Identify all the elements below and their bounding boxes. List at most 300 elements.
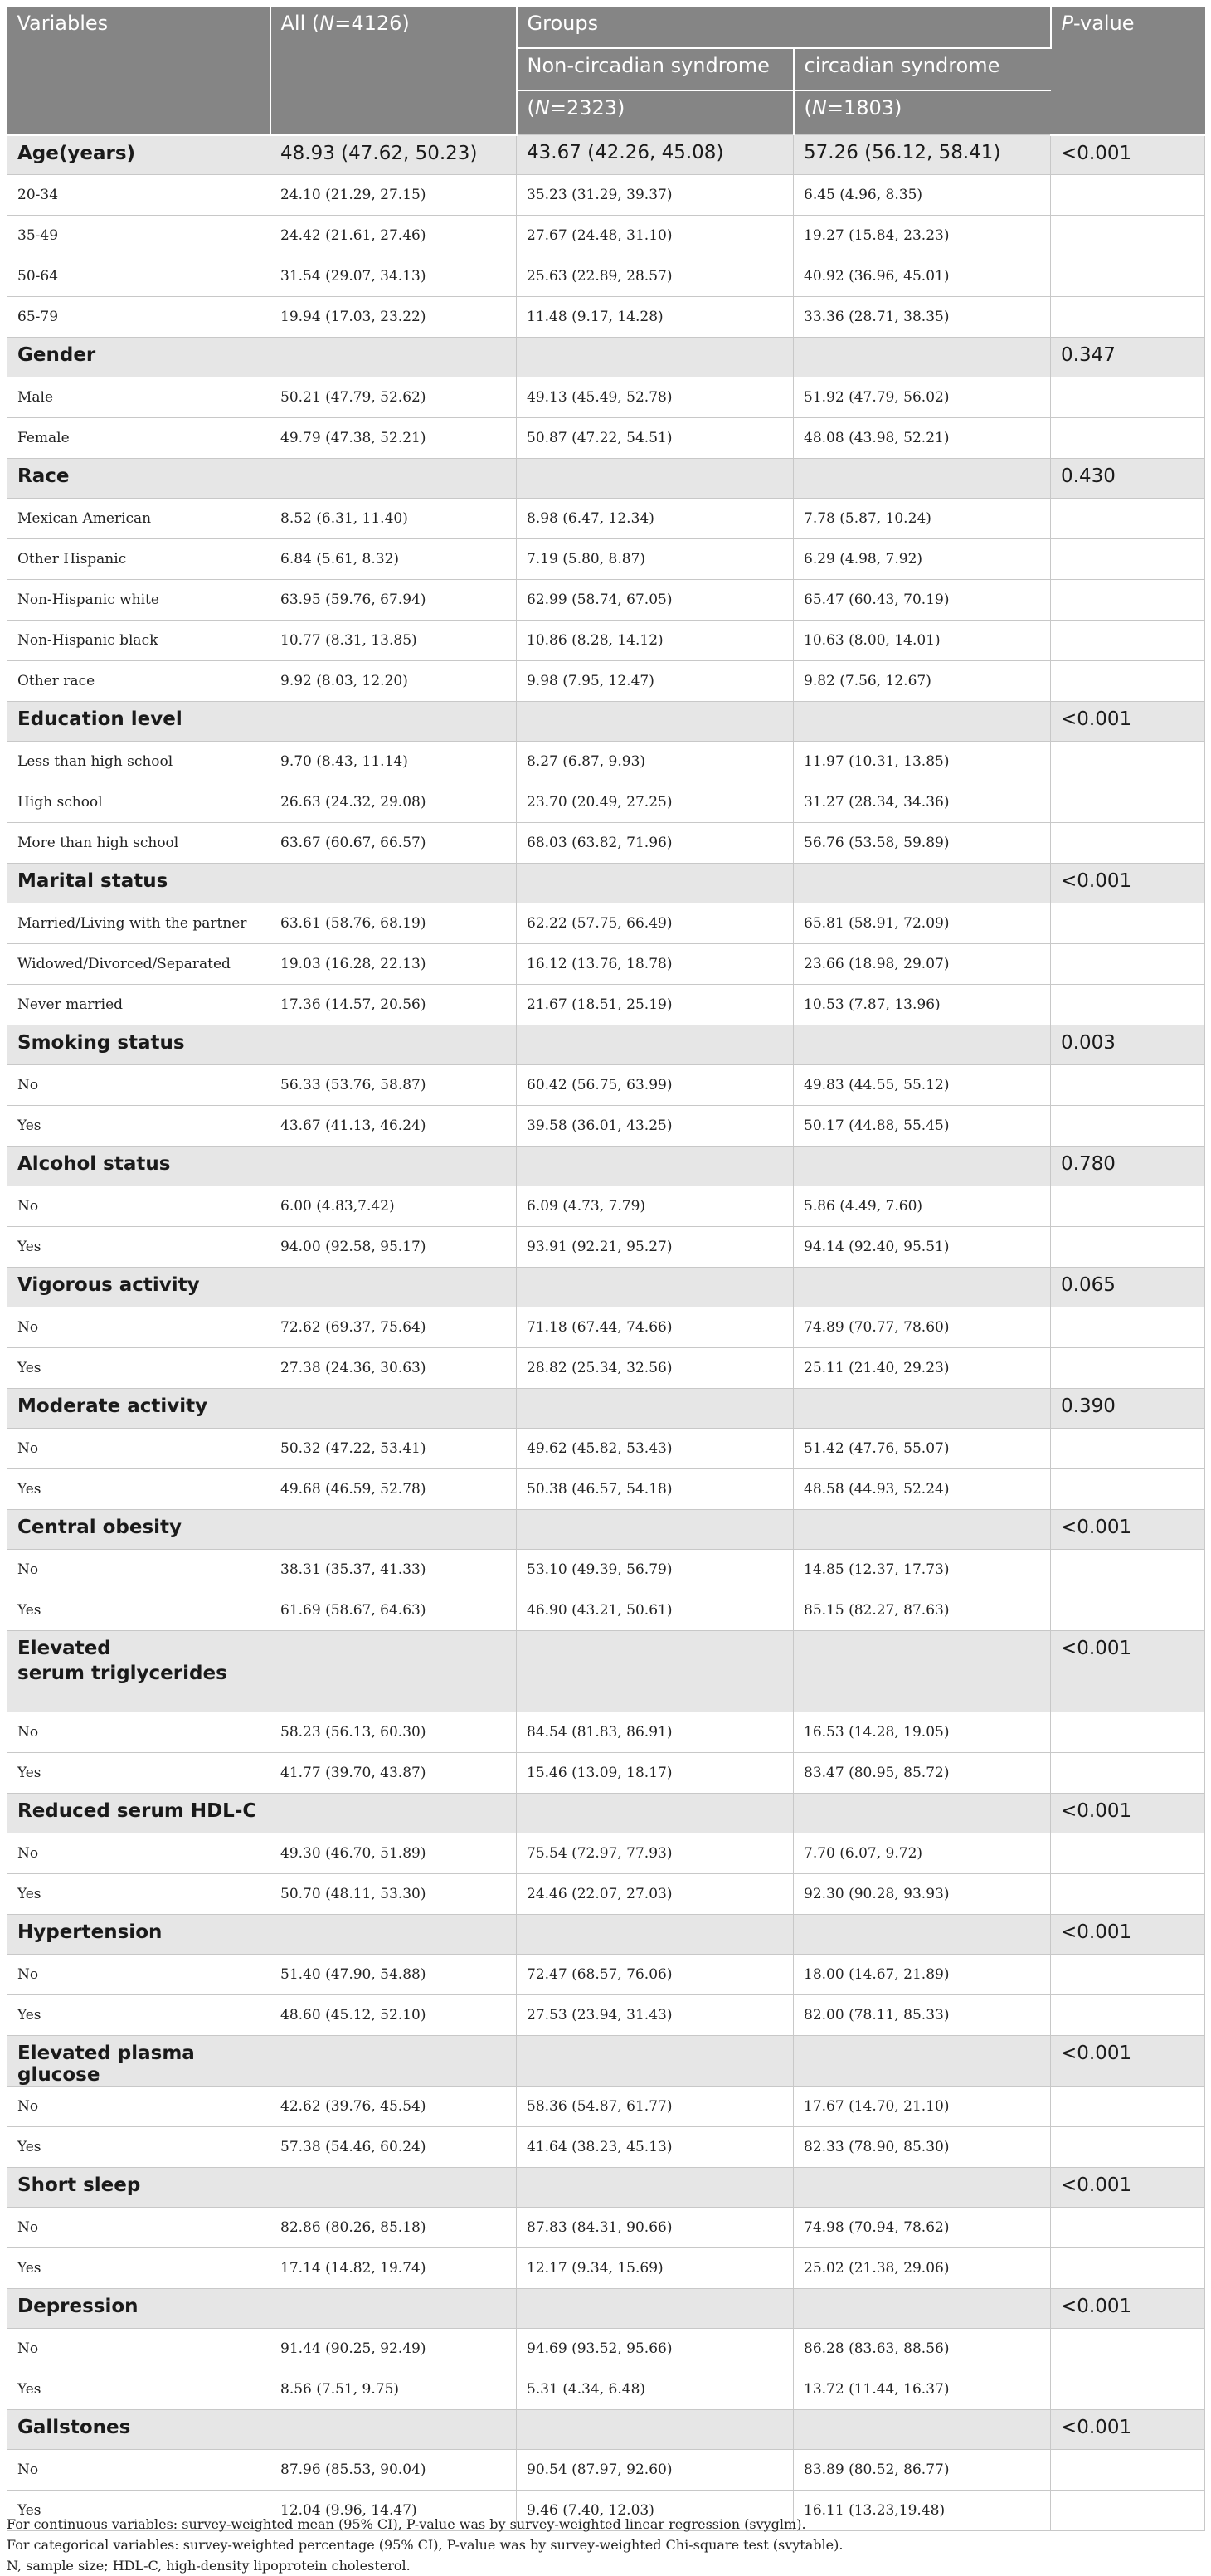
section-non-circadian — [517, 702, 794, 742]
section-name: Depression — [7, 2289, 270, 2329]
row-label: High school — [7, 782, 270, 823]
row-pvalue-empty — [1051, 580, 1205, 621]
table-row — [7, 2369, 1205, 2410]
table-row — [7, 256, 1205, 297]
section-name: Hypertension — [7, 1915, 270, 1955]
row-all: 49.30 (46.70, 51.89) — [270, 1833, 517, 1874]
row-pvalue-empty — [1051, 1429, 1205, 1469]
row-circadian: 85.15 (82.27, 87.63) — [794, 1590, 1051, 1631]
section-row — [7, 702, 1205, 742]
row-label: Yes — [7, 1106, 270, 1147]
row-all: 17.36 (14.57, 20.56) — [270, 985, 517, 1025]
row-non-circadian: 24.46 (22.07, 27.03) — [517, 1874, 794, 1915]
row-circadian: 51.92 (47.79, 56.02) — [794, 377, 1051, 418]
row-circadian: 49.83 (44.55, 55.12) — [794, 1065, 1051, 1106]
row-pvalue-empty — [1051, 2127, 1205, 2168]
row-all: 58.23 (56.13, 60.30) — [270, 1712, 517, 1753]
section-all — [270, 1510, 517, 1550]
section-row — [7, 1631, 1205, 1712]
row-label: No — [7, 2450, 270, 2491]
row-circadian: 6.45 (4.96, 8.35) — [794, 175, 1051, 216]
section-circadian — [794, 702, 1051, 742]
table-row — [7, 1106, 1205, 1147]
row-label: Yes — [7, 1590, 270, 1631]
row-all: 50.70 (48.11, 53.30) — [270, 1874, 517, 1915]
row-label: Yes — [7, 1227, 270, 1268]
row-pvalue-empty — [1051, 944, 1205, 985]
table-row — [7, 2127, 1205, 2168]
row-circadian: 65.47 (60.43, 70.19) — [794, 580, 1051, 621]
table-row — [7, 944, 1205, 985]
table-row — [7, 377, 1205, 418]
row-all: 87.96 (85.53, 90.04) — [270, 2450, 517, 2491]
row-label: 50-64 — [7, 256, 270, 297]
row-circadian: 16.53 (14.28, 19.05) — [794, 1712, 1051, 1753]
row-all: 63.61 (58.76, 68.19) — [270, 903, 517, 944]
row-circadian: 48.08 (43.98, 52.21) — [794, 418, 1051, 459]
table-row — [7, 1307, 1205, 1348]
section-all — [270, 1147, 517, 1186]
section-pvalue: <0.001 — [1051, 2168, 1205, 2208]
section-row — [7, 459, 1205, 499]
row-pvalue-empty — [1051, 661, 1205, 702]
section-name: Reduced serum HDL-C — [7, 1794, 270, 1833]
footnote-abbreviations: N, sample size; HDL-C, high-density lipoprotein cholesterol. — [7, 2558, 411, 2574]
section-non-circadian — [517, 1389, 794, 1429]
section-row — [7, 1389, 1205, 1429]
section-circadian — [794, 2036, 1051, 2087]
row-non-circadian: 21.67 (18.51, 25.19) — [517, 985, 794, 1025]
row-pvalue-empty — [1051, 1833, 1205, 1874]
row-all: 72.62 (69.37, 75.64) — [270, 1307, 517, 1348]
table-row — [7, 1469, 1205, 1510]
row-label: No — [7, 1712, 270, 1753]
row-label: Yes — [7, 1348, 270, 1389]
row-pvalue-empty — [1051, 1550, 1205, 1590]
row-all: 8.52 (6.31, 11.40) — [270, 499, 517, 539]
row-non-circadian: 16.12 (13.76, 18.78) — [517, 944, 794, 985]
row-all: 63.67 (60.67, 66.57) — [270, 823, 517, 864]
section-all: 48.93 (47.62, 50.23) — [270, 135, 517, 175]
row-all: 50.32 (47.22, 53.41) — [270, 1429, 517, 1469]
row-label: Yes — [7, 2248, 270, 2289]
row-label: No — [7, 1833, 270, 1874]
section-non-circadian — [517, 338, 794, 377]
section-pvalue: <0.001 — [1051, 1915, 1205, 1955]
section-all — [270, 459, 517, 499]
table-row — [7, 1955, 1205, 1995]
row-all: 12.04 (9.96, 14.47) — [270, 2491, 517, 2531]
row-label: Yes — [7, 2369, 270, 2410]
row-circadian: 33.36 (28.71, 38.35) — [794, 297, 1051, 338]
row-non-circadian: 9.46 (7.40, 12.03) — [517, 2491, 794, 2531]
section-non-circadian — [517, 2410, 794, 2450]
row-pvalue-empty — [1051, 985, 1205, 1025]
row-all: 17.14 (14.82, 19.74) — [270, 2248, 517, 2289]
row-pvalue-empty — [1051, 1753, 1205, 1794]
row-all: 19.03 (16.28, 22.13) — [270, 944, 517, 985]
row-non-circadian: 84.54 (81.83, 86.91) — [517, 1712, 794, 1753]
row-pvalue-empty — [1051, 1186, 1205, 1227]
row-non-circadian: 10.86 (8.28, 14.12) — [517, 621, 794, 661]
section-all — [270, 1631, 517, 1712]
section-non-circadian: 43.67 (42.26, 45.08) — [517, 135, 794, 175]
table-row — [7, 742, 1205, 782]
section-row — [7, 864, 1205, 903]
table-row — [7, 2087, 1205, 2127]
section-circadian — [794, 1915, 1051, 1955]
row-label: Yes — [7, 1753, 270, 1794]
row-pvalue-empty — [1051, 742, 1205, 782]
row-label: 35-49 — [7, 216, 270, 256]
row-pvalue-empty — [1051, 1227, 1205, 1268]
row-non-circadian: 15.46 (13.09, 18.17) — [517, 1753, 794, 1794]
section-circadian — [794, 459, 1051, 499]
section-non-circadian — [517, 1794, 794, 1833]
section-non-circadian — [517, 1025, 794, 1065]
section-name: Alcohol status — [7, 1147, 270, 1186]
row-non-circadian: 60.42 (56.75, 63.99) — [517, 1065, 794, 1106]
header-variables: Variables — [7, 7, 270, 135]
row-circadian: 25.02 (21.38, 29.06) — [794, 2248, 1051, 2289]
row-label: Non-Hispanic black — [7, 621, 270, 661]
row-label: Mexican American — [7, 499, 270, 539]
section-pvalue: <0.001 — [1051, 1631, 1205, 1712]
section-circadian — [794, 1389, 1051, 1429]
row-pvalue-empty — [1051, 1995, 1205, 2036]
table-row — [7, 1550, 1205, 1590]
row-pvalue-empty — [1051, 903, 1205, 944]
row-non-circadian: 72.47 (68.57, 76.06) — [517, 1955, 794, 1995]
section-name: Education level — [7, 702, 270, 742]
section-pvalue: <0.001 — [1051, 2036, 1205, 2087]
row-all: 38.31 (35.37, 41.33) — [270, 1550, 517, 1590]
row-label: Yes — [7, 1995, 270, 2036]
section-name: Age(years) — [7, 135, 270, 175]
row-label: No — [7, 2329, 270, 2369]
section-pvalue: <0.001 — [1051, 2289, 1205, 2329]
table-row — [7, 985, 1205, 1025]
row-pvalue-empty — [1051, 1590, 1205, 1631]
row-label: 20-34 — [7, 175, 270, 216]
section-all — [270, 2410, 517, 2450]
section-pvalue: <0.001 — [1051, 135, 1205, 175]
row-label: Married/Living with the partner — [7, 903, 270, 944]
row-circadian: 19.27 (15.84, 23.23) — [794, 216, 1051, 256]
section-pvalue: 0.347 — [1051, 338, 1205, 377]
row-circadian: 9.82 (7.56, 12.67) — [794, 661, 1051, 702]
row-non-circadian: 62.99 (58.74, 67.05) — [517, 580, 794, 621]
row-circadian: 11.97 (10.31, 13.85) — [794, 742, 1051, 782]
row-non-circadian: 35.23 (31.29, 39.37) — [517, 175, 794, 216]
section-pvalue: <0.001 — [1051, 864, 1205, 903]
row-pvalue-empty — [1051, 1106, 1205, 1147]
section-all — [270, 1268, 517, 1307]
row-circadian: 50.17 (44.88, 55.45) — [794, 1106, 1051, 1147]
row-pvalue-empty — [1051, 621, 1205, 661]
section-circadian — [794, 1794, 1051, 1833]
table-header — [7, 7, 1205, 135]
row-label: No — [7, 1065, 270, 1106]
table-row — [7, 418, 1205, 459]
section-name: Elevated plasma glucose — [7, 2036, 270, 2087]
row-all: 6.84 (5.61, 8.32) — [270, 539, 517, 580]
row-circadian: 65.81 (58.91, 72.09) — [794, 903, 1051, 944]
section-circadian — [794, 1510, 1051, 1550]
row-circadian: 40.92 (36.96, 45.01) — [794, 256, 1051, 297]
footnote-categorical: For categorical variables: survey-weighted percentage (95% CI), P-value was by survey-weighted Chi-square test (svytable). — [7, 2537, 844, 2553]
section-all — [270, 2036, 517, 2087]
section-pvalue: 0.003 — [1051, 1025, 1205, 1065]
header-group1-n: (N=2323) — [517, 90, 794, 135]
row-circadian: 7.70 (6.07, 9.72) — [794, 1833, 1051, 1874]
row-non-circadian: 90.54 (87.97, 92.60) — [517, 2450, 794, 2491]
row-label: No — [7, 2087, 270, 2127]
row-all: 56.33 (53.76, 58.87) — [270, 1065, 517, 1106]
row-circadian: 94.14 (92.40, 95.51) — [794, 1227, 1051, 1268]
header-group1: Non-circadian syndrome — [517, 48, 794, 90]
row-label: No — [7, 1186, 270, 1227]
section-circadian — [794, 1268, 1051, 1307]
row-label: No — [7, 1550, 270, 1590]
row-circadian: 6.29 (4.98, 7.92) — [794, 539, 1051, 580]
row-circadian: 17.67 (14.70, 21.10) — [794, 2087, 1051, 2127]
row-pvalue-empty — [1051, 1348, 1205, 1389]
section-circadian — [794, 864, 1051, 903]
row-all: 9.92 (8.03, 12.20) — [270, 661, 517, 702]
row-all: 63.95 (59.76, 67.94) — [270, 580, 517, 621]
row-pvalue-empty — [1051, 2450, 1205, 2491]
section-pvalue: 0.390 — [1051, 1389, 1205, 1429]
row-label: Non-Hispanic white — [7, 580, 270, 621]
section-circadian — [794, 1147, 1051, 1186]
row-all: 51.40 (47.90, 54.88) — [270, 1955, 517, 1995]
row-circadian: 86.28 (83.63, 88.56) — [794, 2329, 1051, 2369]
row-pvalue-empty — [1051, 256, 1205, 297]
row-all: 42.62 (39.76, 45.54) — [270, 2087, 517, 2127]
row-all: 8.56 (7.51, 9.75) — [270, 2369, 517, 2410]
row-circadian: 74.89 (70.77, 78.60) — [794, 1307, 1051, 1348]
section-name: Race — [7, 459, 270, 499]
row-circadian: 13.72 (11.44, 16.37) — [794, 2369, 1051, 2410]
section-circadian — [794, 2410, 1051, 2450]
table-row — [7, 539, 1205, 580]
table-row — [7, 297, 1205, 338]
row-pvalue-empty — [1051, 2208, 1205, 2248]
row-non-circadian: 6.09 (4.73, 7.79) — [517, 1186, 794, 1227]
table-row — [7, 1833, 1205, 1874]
row-circadian: 7.78 (5.87, 10.24) — [794, 499, 1051, 539]
section-all — [270, 1915, 517, 1955]
row-pvalue-empty — [1051, 823, 1205, 864]
row-non-circadian: 50.38 (46.57, 54.18) — [517, 1469, 794, 1510]
section-pvalue: <0.001 — [1051, 702, 1205, 742]
table-row — [7, 903, 1205, 944]
row-non-circadian: 68.03 (63.82, 71.96) — [517, 823, 794, 864]
row-label: No — [7, 1307, 270, 1348]
row-circadian: 51.42 (47.76, 55.07) — [794, 1429, 1051, 1469]
row-all: 9.70 (8.43, 11.14) — [270, 742, 517, 782]
row-circadian: 82.00 (78.11, 85.33) — [794, 1995, 1051, 2036]
table-row — [7, 216, 1205, 256]
row-non-circadian: 49.13 (45.49, 52.78) — [517, 377, 794, 418]
row-non-circadian: 7.19 (5.80, 8.87) — [517, 539, 794, 580]
row-label: Widowed/Divorced/Separated — [7, 944, 270, 985]
row-all: 48.60 (45.12, 52.10) — [270, 1995, 517, 2036]
row-pvalue-empty — [1051, 297, 1205, 338]
row-all: 94.00 (92.58, 95.17) — [270, 1227, 517, 1268]
section-row — [7, 1268, 1205, 1307]
section-pvalue: <0.001 — [1051, 2410, 1205, 2450]
row-pvalue-empty — [1051, 2087, 1205, 2127]
row-non-circadian: 58.36 (54.87, 61.77) — [517, 2087, 794, 2127]
row-pvalue-empty — [1051, 1874, 1205, 1915]
row-pvalue-empty — [1051, 1712, 1205, 1753]
table-row — [7, 1874, 1205, 1915]
row-non-circadian: 41.64 (38.23, 45.13) — [517, 2127, 794, 2168]
row-all: 6.00 (4.83,7.42) — [270, 1186, 517, 1227]
table-row — [7, 2208, 1205, 2248]
table-row — [7, 1712, 1205, 1753]
row-all: 10.77 (8.31, 13.85) — [270, 621, 517, 661]
table-row — [7, 782, 1205, 823]
row-non-circadian: 49.62 (45.82, 53.43) — [517, 1429, 794, 1469]
row-all: 41.77 (39.70, 43.87) — [270, 1753, 517, 1794]
row-label: Male — [7, 377, 270, 418]
row-pvalue-empty — [1051, 1469, 1205, 1510]
row-circadian: 18.00 (14.67, 21.89) — [794, 1955, 1051, 1995]
row-non-circadian: 53.10 (49.39, 56.79) — [517, 1550, 794, 1590]
header-pvalue: P-value — [1051, 7, 1205, 135]
section-non-circadian — [517, 1268, 794, 1307]
row-all: 50.21 (47.79, 52.62) — [270, 377, 517, 418]
row-label: Less than high school — [7, 742, 270, 782]
row-label: Female — [7, 418, 270, 459]
section-row — [7, 2410, 1205, 2450]
row-circadian: 14.85 (12.37, 17.73) — [794, 1550, 1051, 1590]
section-circadian — [794, 2289, 1051, 2329]
row-circadian: 74.98 (70.94, 78.62) — [794, 2208, 1051, 2248]
table-row — [7, 1753, 1205, 1794]
table-row — [7, 1995, 1205, 2036]
section-all — [270, 1025, 517, 1065]
section-pvalue: 0.430 — [1051, 459, 1205, 499]
row-label: 65-79 — [7, 297, 270, 338]
footnote-continuous: For continuous variables: survey-weighted mean (95% CI), P-value was by survey-weighted linear regression (svyglm). — [7, 2516, 806, 2532]
section-non-circadian — [517, 864, 794, 903]
row-circadian: 10.63 (8.00, 14.01) — [794, 621, 1051, 661]
row-label: No — [7, 1429, 270, 1469]
row-pvalue-empty — [1051, 1307, 1205, 1348]
row-circadian: 92.30 (90.28, 93.93) — [794, 1874, 1051, 1915]
row-all: 61.69 (58.67, 64.63) — [270, 1590, 517, 1631]
row-circadian: 10.53 (7.87, 13.96) — [794, 985, 1051, 1025]
row-label: Other race — [7, 661, 270, 702]
row-non-circadian: 87.83 (84.31, 90.66) — [517, 2208, 794, 2248]
section-all — [270, 702, 517, 742]
row-all: 49.68 (46.59, 52.78) — [270, 1469, 517, 1510]
row-pvalue-empty — [1051, 175, 1205, 216]
row-non-circadian: 8.98 (6.47, 12.34) — [517, 499, 794, 539]
section-name: Central obesity — [7, 1510, 270, 1550]
row-pvalue-empty — [1051, 499, 1205, 539]
section-row — [7, 135, 1205, 175]
section-row — [7, 2289, 1205, 2329]
section-pvalue: <0.001 — [1051, 1510, 1205, 1550]
table-row — [7, 2248, 1205, 2289]
row-all: 27.38 (24.36, 30.63) — [270, 1348, 517, 1389]
row-label: No — [7, 1955, 270, 1995]
section-row — [7, 1794, 1205, 1833]
row-pvalue-empty — [1051, 1065, 1205, 1106]
row-pvalue-empty — [1051, 782, 1205, 823]
section-non-circadian — [517, 2036, 794, 2087]
row-all: 31.54 (29.07, 34.13) — [270, 256, 517, 297]
section-all — [270, 338, 517, 377]
section-all — [270, 1389, 517, 1429]
row-non-circadian: 50.87 (47.22, 54.51) — [517, 418, 794, 459]
row-non-circadian: 28.82 (25.34, 32.56) — [517, 1348, 794, 1389]
row-pvalue-empty — [1051, 216, 1205, 256]
section-non-circadian — [517, 1147, 794, 1186]
table-row — [7, 1348, 1205, 1389]
row-circadian: 25.11 (21.40, 29.23) — [794, 1348, 1051, 1389]
row-pvalue-empty — [1051, 2329, 1205, 2369]
row-pvalue-empty — [1051, 1955, 1205, 1995]
row-non-circadian: 75.54 (72.97, 77.93) — [517, 1833, 794, 1874]
row-non-circadian: 9.98 (7.95, 12.47) — [517, 661, 794, 702]
row-pvalue-empty — [1051, 2248, 1205, 2289]
section-non-circadian — [517, 2168, 794, 2208]
section-name: Vigorous activity — [7, 1268, 270, 1307]
section-non-circadian — [517, 459, 794, 499]
section-row — [7, 338, 1205, 377]
row-all: 91.44 (90.25, 92.49) — [270, 2329, 517, 2369]
row-non-circadian: 39.58 (36.01, 43.25) — [517, 1106, 794, 1147]
table-row — [7, 1227, 1205, 1268]
row-non-circadian: 23.70 (20.49, 27.25) — [517, 782, 794, 823]
section-circadian — [794, 1631, 1051, 1712]
table-row — [7, 2329, 1205, 2369]
row-non-circadian: 94.69 (93.52, 95.66) — [517, 2329, 794, 2369]
section-pvalue: 0.065 — [1051, 1268, 1205, 1307]
row-non-circadian: 71.18 (67.44, 74.66) — [517, 1307, 794, 1348]
table-row — [7, 1065, 1205, 1106]
table-row — [7, 661, 1205, 702]
row-label: Yes — [7, 1874, 270, 1915]
row-all: 82.86 (80.26, 85.18) — [270, 2208, 517, 2248]
row-non-circadian: 46.90 (43.21, 50.61) — [517, 1590, 794, 1631]
row-label: More than high school — [7, 823, 270, 864]
row-non-circadian: 27.53 (23.94, 31.43) — [517, 1995, 794, 2036]
row-all: 49.79 (47.38, 52.21) — [270, 418, 517, 459]
table-row — [7, 1186, 1205, 1227]
section-name: Short sleep — [7, 2168, 270, 2208]
row-circadian: 16.11 (13.23,19.48) — [794, 2491, 1051, 2531]
row-non-circadian: 11.48 (9.17, 14.28) — [517, 297, 794, 338]
header-groups: Groups — [517, 7, 1051, 48]
section-name: Moderate activity — [7, 1389, 270, 1429]
row-non-circadian: 25.63 (22.89, 28.57) — [517, 256, 794, 297]
section-row — [7, 1915, 1205, 1955]
table-row — [7, 621, 1205, 661]
section-pvalue: <0.001 — [1051, 1794, 1205, 1833]
characteristics-table — [7, 7, 1205, 2531]
row-all: 57.38 (54.46, 60.24) — [270, 2127, 517, 2168]
section-row — [7, 2036, 1205, 2087]
row-label: Yes — [7, 2491, 270, 2531]
row-circadian: 82.33 (78.90, 85.30) — [794, 2127, 1051, 2168]
